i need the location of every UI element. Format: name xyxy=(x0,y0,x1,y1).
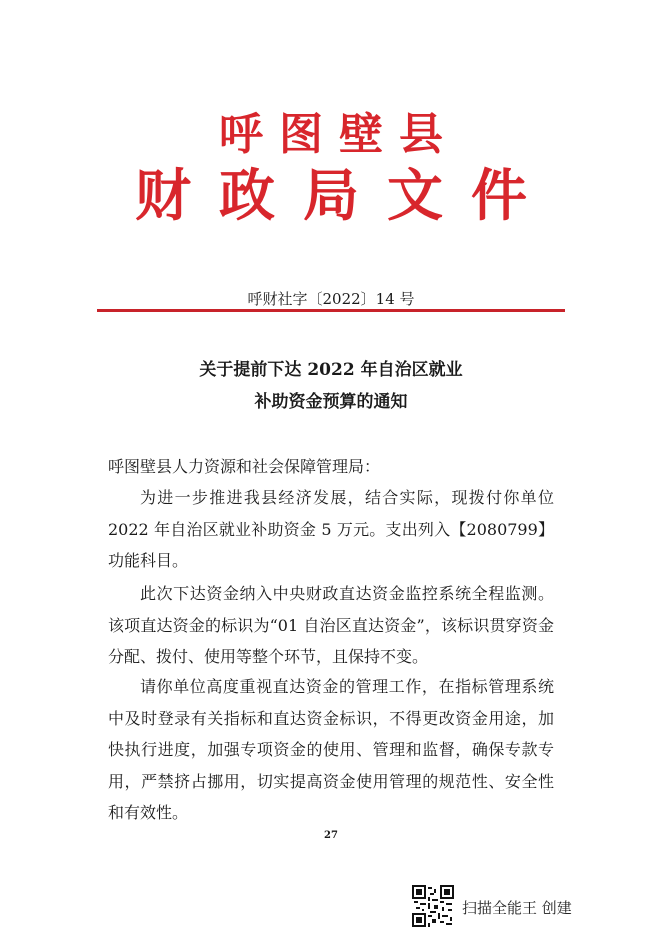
document-number: 呼财社字〔2022〕14 号 xyxy=(247,290,415,308)
salutation: 呼图壁县人力资源和社会保障管理局： xyxy=(108,457,381,476)
subject-line-1: 关于提前下达 2022 年自治区就业 xyxy=(199,360,463,380)
issuer-name: 呼图壁县 xyxy=(219,109,459,160)
body-paragraph: 为进一步推进我县经济发展，结合实际，现拨付你单位 2022 年自治区就业补助资金 5 万元。支出列入【2080799】功能科目。 xyxy=(108,488,554,570)
body-paragraph: 请你单位高度重视直达资金的管理工作，在指标管理系统中及时登录有关指标和直达资金标识，不得更改资金用途，加快执行进度，加强专项资金的使用、管理和监督，确保专款专用，严禁挤占挪用，切实提高资金使用管理的规范性、安全性和有效性。 xyxy=(108,677,554,822)
qr-code-icon xyxy=(412,885,454,927)
document-type-title: 财政局文件 xyxy=(135,163,555,229)
subject-line-2: 补助资金预算的通知 xyxy=(254,392,408,412)
page-number: 27 xyxy=(324,830,338,841)
red-divider xyxy=(97,309,565,312)
scanner-watermark: 扫描全能王 创建 xyxy=(462,899,572,917)
body-paragraph: 此次下达资金纳入中央财政直达资金监控系统全程监测。该项直达资金的标识为“01 自治区直达资金”，该标识贯穿资金分配、拨付、使用等整个环节，且保持不变。 xyxy=(108,584,554,666)
